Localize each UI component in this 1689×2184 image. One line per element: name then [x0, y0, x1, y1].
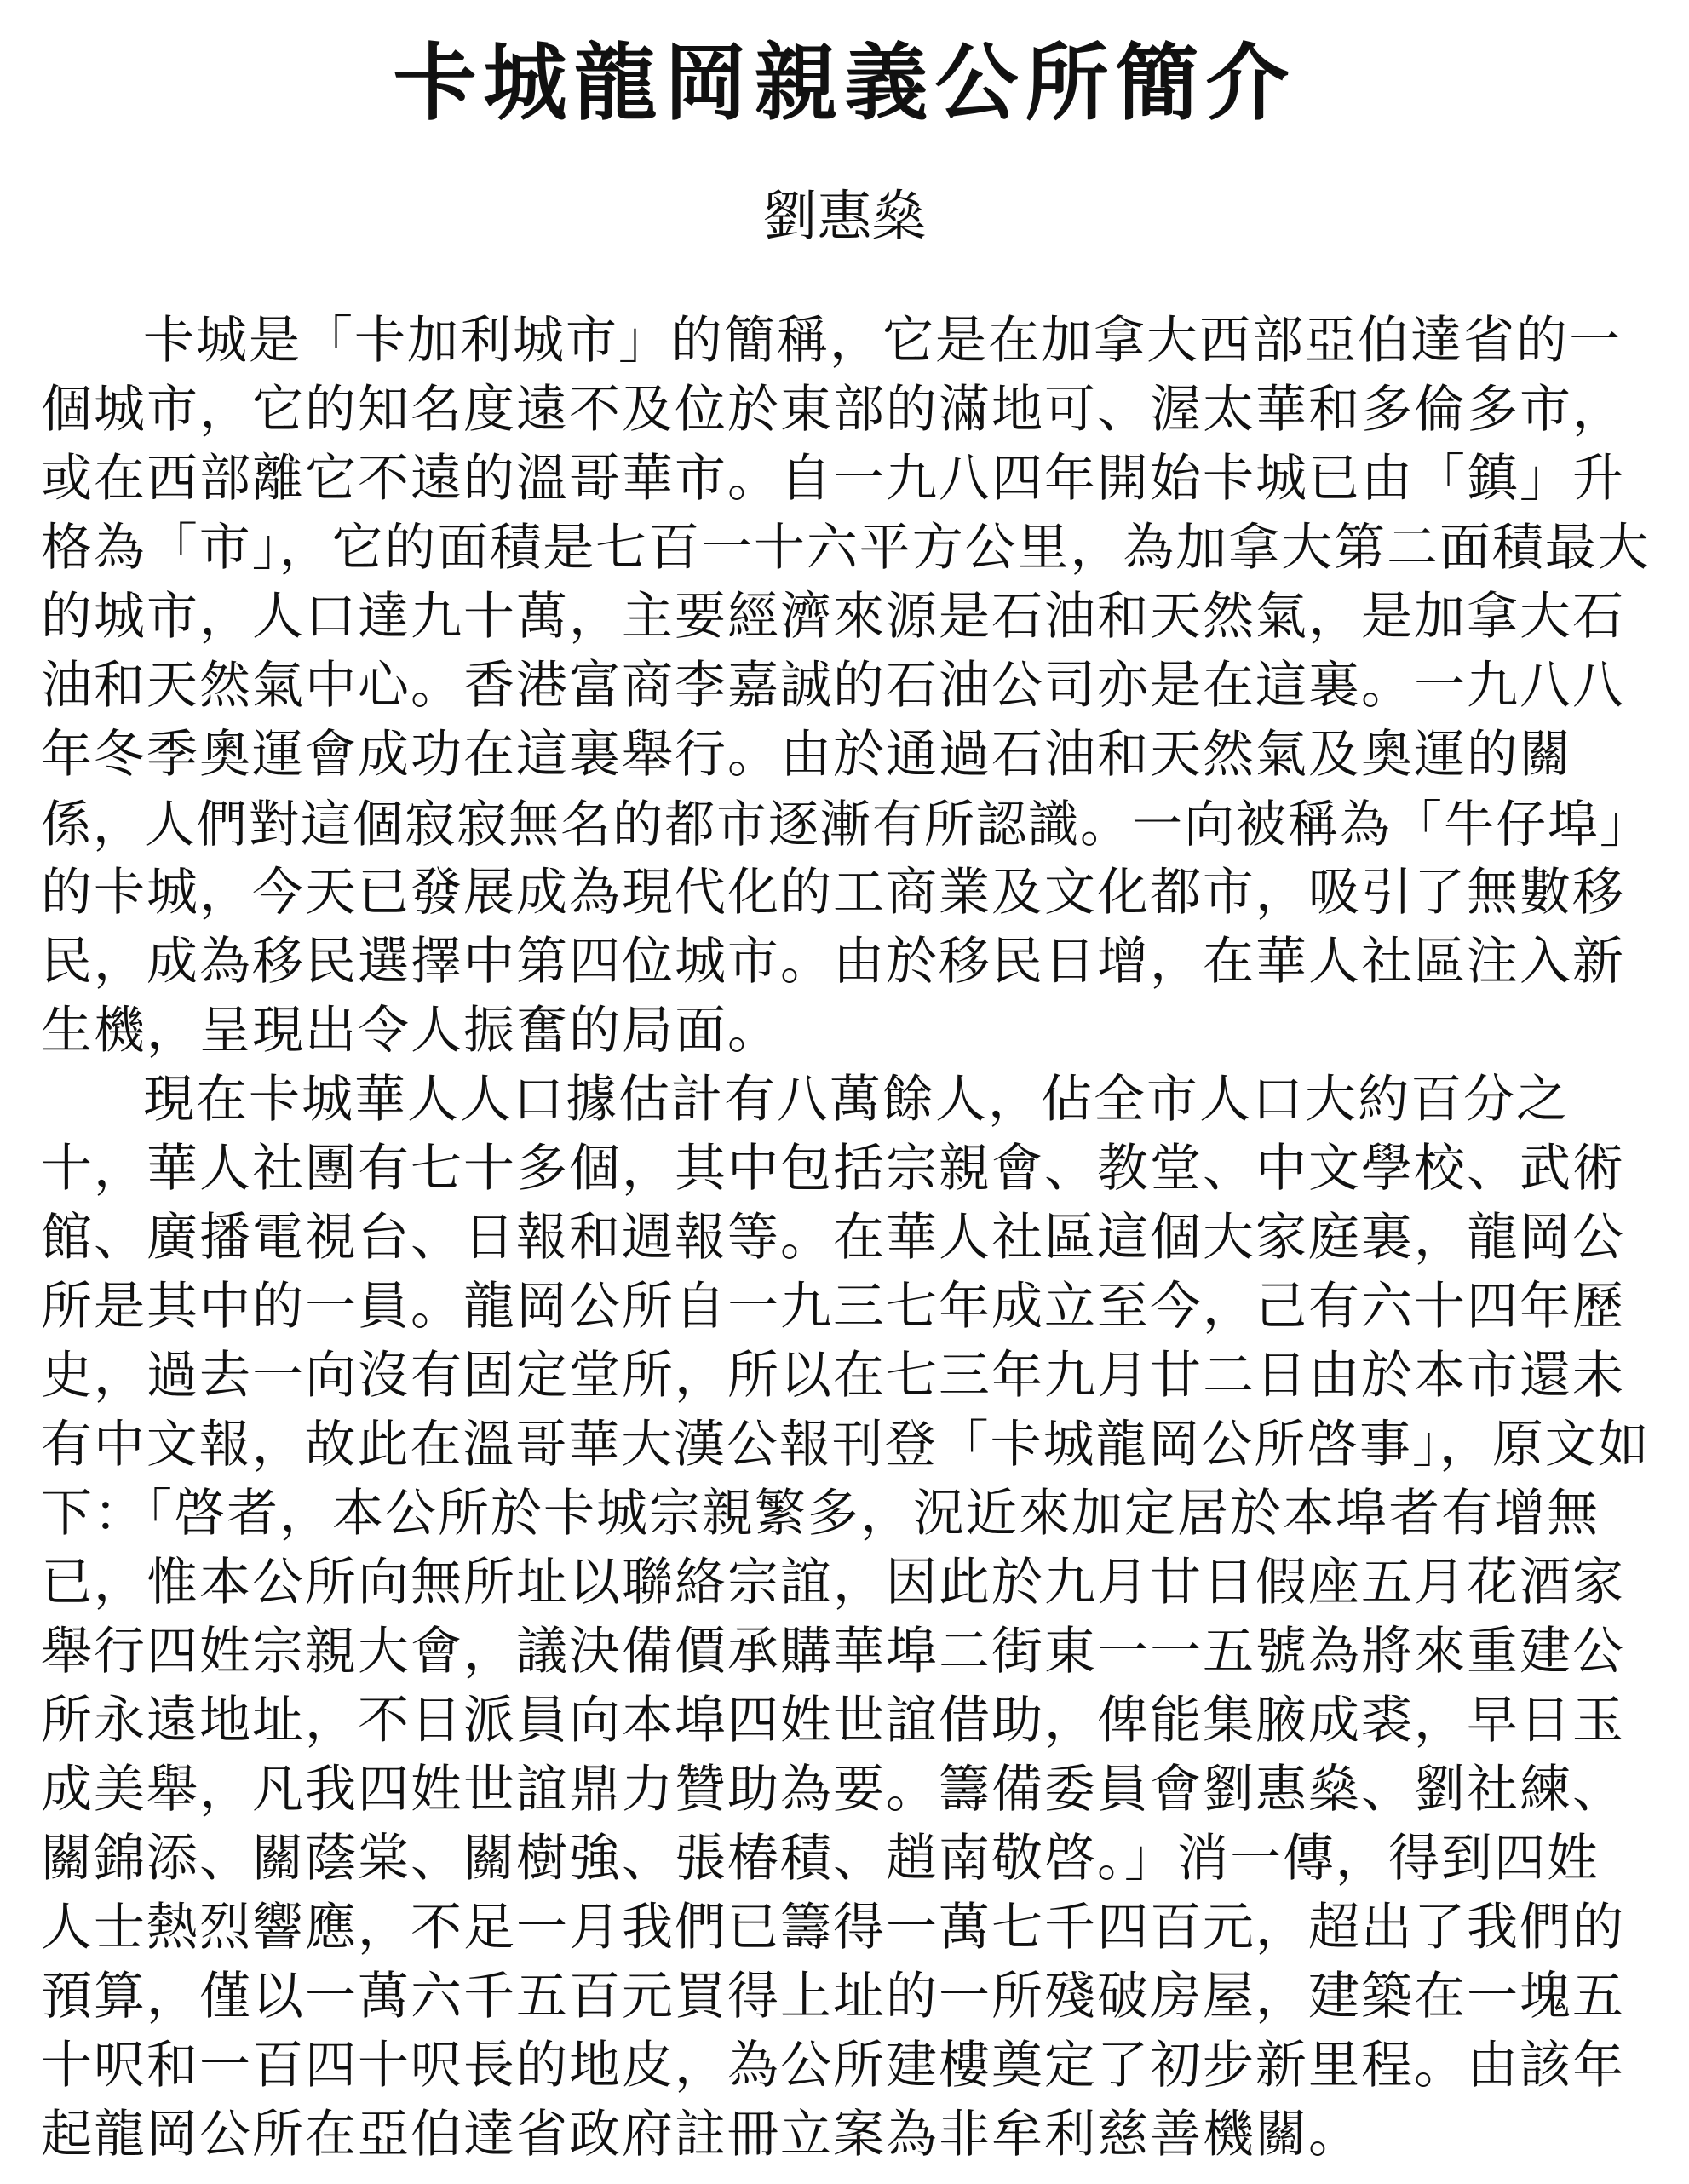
body-text-line: 所永遠地址，不日派員向本埠四姓世誼借助，俾能集腋成裘，早日玉 [41, 1691, 1625, 1750]
body-text-line: 所是其中的一員。龍岡公所自一九三七年成立至今，己有六十四年歷 [41, 1277, 1625, 1336]
body-text-line: 有中文報，故此在溫哥華大漢公報刊登「卡城龍岡公所啓事」，原文如 [41, 1415, 1651, 1474]
body-text-line: 史，過去一向沒有固定堂所，所以在七三年九月廿二日由於本市還未 [41, 1346, 1625, 1405]
article-body [41, 307, 1651, 2170]
author-name: 劉惠燊 [762, 186, 927, 249]
body-text-line: 關錦添、關蔭棠、關樹強、張椿積、趙南敬啓。」消一傳，得到四姓 [41, 1829, 1600, 1888]
body-text-line: 的城市，人口達九十萬，主要經濟來源是石油和天然氣，是加拿大石 [41, 587, 1625, 647]
body-text-line: 的卡城，今天已發展成為現代化的工商業及文化都市，吸引了無數移 [41, 863, 1625, 922]
body-text-line: 油和天然氣中心。香港富商李嘉誠的石油公司亦是在這裏。一九八八 [41, 656, 1625, 716]
body-text-line: 已，惟本公所向無所址以聯絡宗誼，因此於九月廿日假座五月花酒家 [41, 1553, 1625, 1612]
body-text-line: 起龍岡公所在亞伯達省政府註冊立案為非牟利慈善機關。 [41, 2105, 1361, 2164]
body-text-line: 人士熱烈響應，不足一月我們已籌得一萬七千四百元，超出了我們的 [41, 1898, 1625, 1957]
body-text-line: 預算，僅以一萬六千五百元買得上址的一所殘破房屋，建築在一塊五 [41, 1967, 1625, 2026]
body-text-line: 民，成為移民選擇中第四位城市。由於移民日增，在華人社區注入新 [41, 932, 1625, 991]
body-text-line: 卡城是「卡加利城市」的簡稱，它是在加拿大西部亞伯達省的一 [143, 311, 1622, 371]
body-text-line: 格為「市」，它的面積是七百一十六平方公里，為加拿大第二面積最大 [41, 518, 1651, 578]
body-text-line: 十，華人社團有七十多個，其中包括宗親會、教堂、中文學校、武術 [41, 1139, 1625, 1198]
body-text-line: 現在卡城華人人口據估計有八萬餘人，佔全市人口大約百分之 [143, 1070, 1569, 1129]
body-text-line: 年冬季奧運會成功在這裏舉行。由於通過石油和天然氣及奧運的關 [41, 725, 1572, 785]
body-text-line: 館、廣播電視台、日報和週報等。在華人社區這個大家庭裏，龍岡公 [41, 1208, 1625, 1267]
body-text-line: 下：「啓者，本公所於卡城宗親繁多，況近來加定居於本埠者有增無 [41, 1484, 1600, 1543]
body-text-line: 係，人們對這個寂寂無名的都市逐漸有所認識。一向被稱為「牛仔埠」 [41, 795, 1652, 853]
body-text-line: 成美舉，凡我四姓世誼鼎力贊助為要。籌備委員會劉惠燊、劉社練、 [41, 1760, 1625, 1819]
body-text-line: 或在西部離它不遠的溫哥華市。自一九八四年開始卡城已由「鎮」升 [41, 449, 1625, 509]
body-text-line: 十呎和一百四十呎長的地皮，為公所建樓奠定了初步新里程。由該年 [41, 2036, 1625, 2095]
body-text-line: 舉行四姓宗親大會，議決備價承購華埠二街東一一五號為將來重建公 [41, 1622, 1625, 1681]
body-text-line: 生機，呈現出令人振奮的局面。 [41, 1001, 780, 1060]
document-title: 卡城龍岡親義公所簡介 [393, 35, 1296, 132]
body-text-line: 個城市，它的知名度遠不及位於東部的滿地可、渥太華和多倫多市， [41, 380, 1625, 440]
